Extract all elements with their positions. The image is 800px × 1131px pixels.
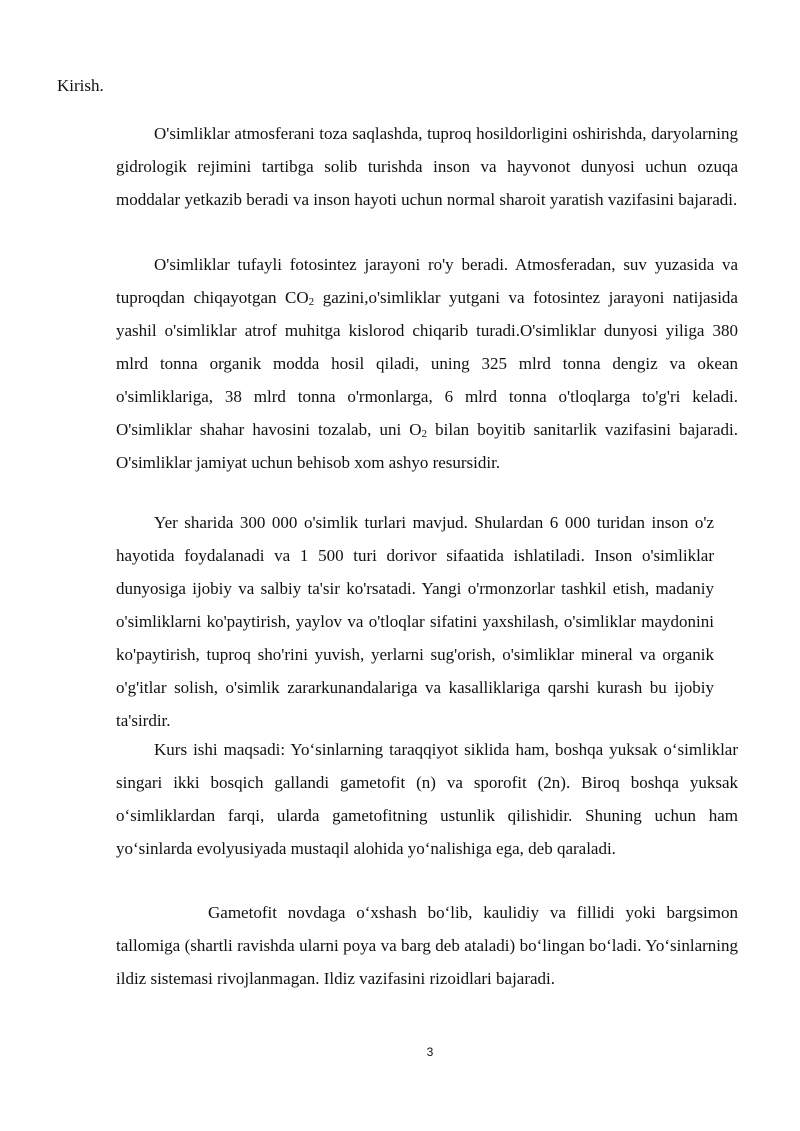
paragraph-plant-species: Yer sharida 300 000 o'simlik turlari mavjud. Shulardan 6 000 turidan inson o'z hayotida foydalanadi va 1 500 turi dorivor sifaatida ishlatiladi. Inson o'simliklar dunyosiga ijobiy va salbiy ta'sir ko'rsatadi. Yangi o'rmonzorlar tashkil etish, madaniy o'simliklarni ko'paytirish, yaylov va o'tloqlar sifatini yaxshilash, o'simliklar maydonini ko'paytirish, tuproq sho'rini yuvish, yerlarni sug'orish, o'simliklar mineral va organik o'g'itlar solish, o'simlik zararkunandalariga va kasalliklariga qarshi kurash bu ijobiy ta'sirdir. xyxy=(116,513,714,730)
page-number: 3 xyxy=(426,1045,434,1059)
paragraph-intro: O'simliklar atmosferani toza saqlashda, tuproq hosildorligini oshirishda, daryolarning gidrologik rejimini tartibga solib turishda inson va hayvonot dunyosi uchun ozuqa moddalar yetkazib beradi va inson hayoti uchun normal sharoit yaratish vazifasini bajaradi. xyxy=(116,124,738,209)
section-heading: Kirish. xyxy=(57,76,104,95)
paragraph-text-part: bilan boyitib sanitarlik vazifasini bajaradi. O'simliklar jamiyat uchun behisob xom ashyo resursidir. xyxy=(116,420,738,472)
paragraph-text-part: gazini,o'simliklar yutgani va fotosintez jarayoni natijasida yashil o'simliklar atrof muhitga kislorod chiqarib turadi.O'simliklar dunyosi yiliga 380 mlrd tonna organik modda hosil qiladi, uning 325 mlrd tonna dengiz va okean o'simliklariga, 38 mlrd tonna o'rmonlarga, 6 mlrd tonna o'tloqlarga to'g'ri keladi. O'simliklar shahar havosini tozalab, uni O xyxy=(116,288,738,439)
subscript-digit: 2 xyxy=(421,428,428,440)
paragraph-course-goal: Kurs ishi maqsadi: Yo‘sinlarning taraqqiyot siklida ham, boshqa yuksak o‘simliklar singari ikki bosqich gallandi gametofit (n) va sporofit (2n). Biroq boshqa yuksak o‘simliklardan farqi, ularda gametofitning ustunlik qilishidir. Shuning uchun ham yo‘sinlarda evolyusiyada mustaqil alohida yo‘nalishiga ega, deb qaraladi. xyxy=(116,740,738,858)
subscript-digit: 2 xyxy=(308,296,315,308)
paragraph-gametophyte: Gametofit novdaga o‘xshash bo‘lib, kaulidiy va fillidi yoki bargsimon tallomiga (shartli ravishda ularni poya va barg deb ataladi) bo‘lingan bo‘ladi. Yo‘sinlarning ildiz sistemasi rivojlanmagan. Ildiz vazifasini rizoidlari bajaradi. xyxy=(116,903,738,988)
paragraph-photosynthesis xyxy=(116,248,738,479)
paragraph-text-part: O'simliklar tufayli fotosintez jarayoni ro'y beradi. Atmosferadan, suv yuzasida va tuproqdan chiqayotgan CO xyxy=(116,255,738,307)
